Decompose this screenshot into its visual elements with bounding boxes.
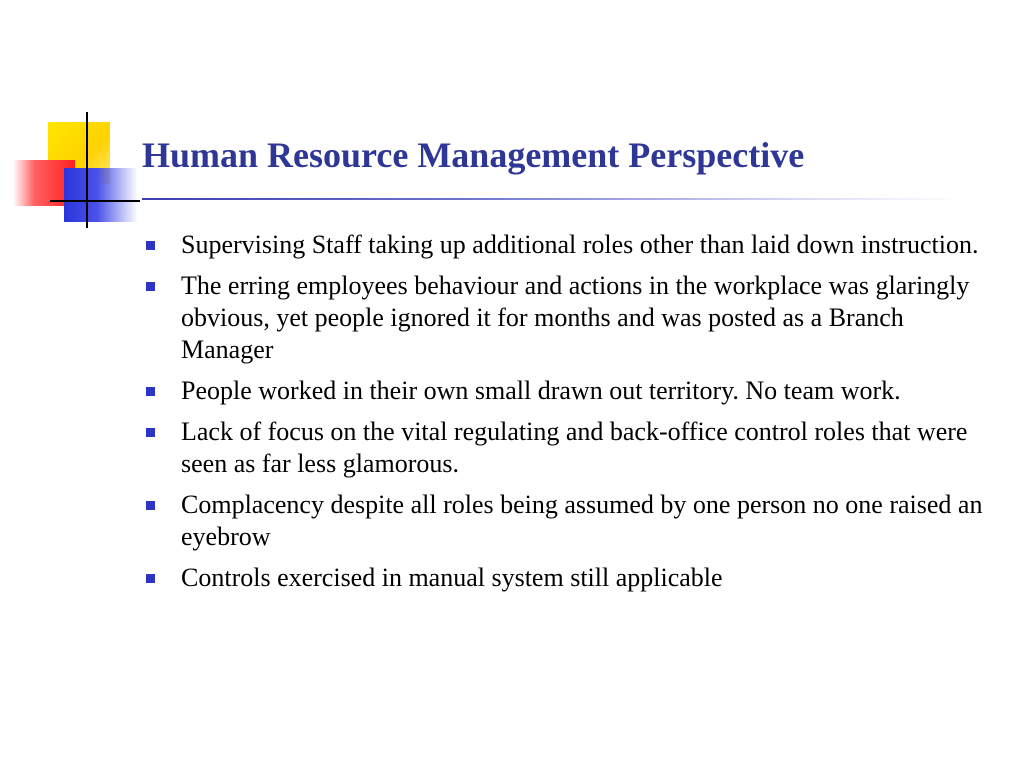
bullet-square-icon [146, 428, 155, 437]
bullet-item [144, 562, 994, 594]
logo-blue-square [64, 168, 138, 222]
bullet-text: People worked in their own small drawn out territory. No team work. [181, 376, 901, 405]
bullet-list [144, 229, 994, 603]
bullet-text: Controls exercised in manual system still applicable [181, 563, 723, 592]
title-underline [142, 198, 962, 200]
bullet-item [144, 270, 994, 366]
bullet-item [144, 229, 994, 261]
bullet-item [144, 416, 994, 480]
bullet-text: Lack of focus on the vital regulating and back-office control roles that were seen as far less glamorous. [181, 417, 968, 478]
bullet-square-icon [146, 241, 155, 250]
corner-logo-graphic [0, 0, 150, 240]
logo-vertical-line [86, 112, 88, 228]
bullet-square-icon [146, 574, 155, 583]
bullet-text: Supervising Staff taking up additional roles other than laid down instruction. [181, 230, 979, 259]
bullet-square-icon [146, 282, 155, 291]
bullet-text: Complacency despite all roles being assumed by one person no one raised an eyebrow [181, 490, 983, 551]
logo-horizontal-line [50, 200, 140, 202]
bullet-square-icon [146, 501, 155, 510]
bullet-item [144, 489, 994, 553]
bullet-item [144, 375, 994, 407]
bullet-square-icon [146, 387, 155, 396]
slide-title: Human Resource Management Perspective [142, 135, 805, 175]
bullet-text: The erring employees behaviour and actions in the workplace was glaringly obvious, yet people ignored it for months and was posted as a Branch Manager [181, 271, 970, 364]
